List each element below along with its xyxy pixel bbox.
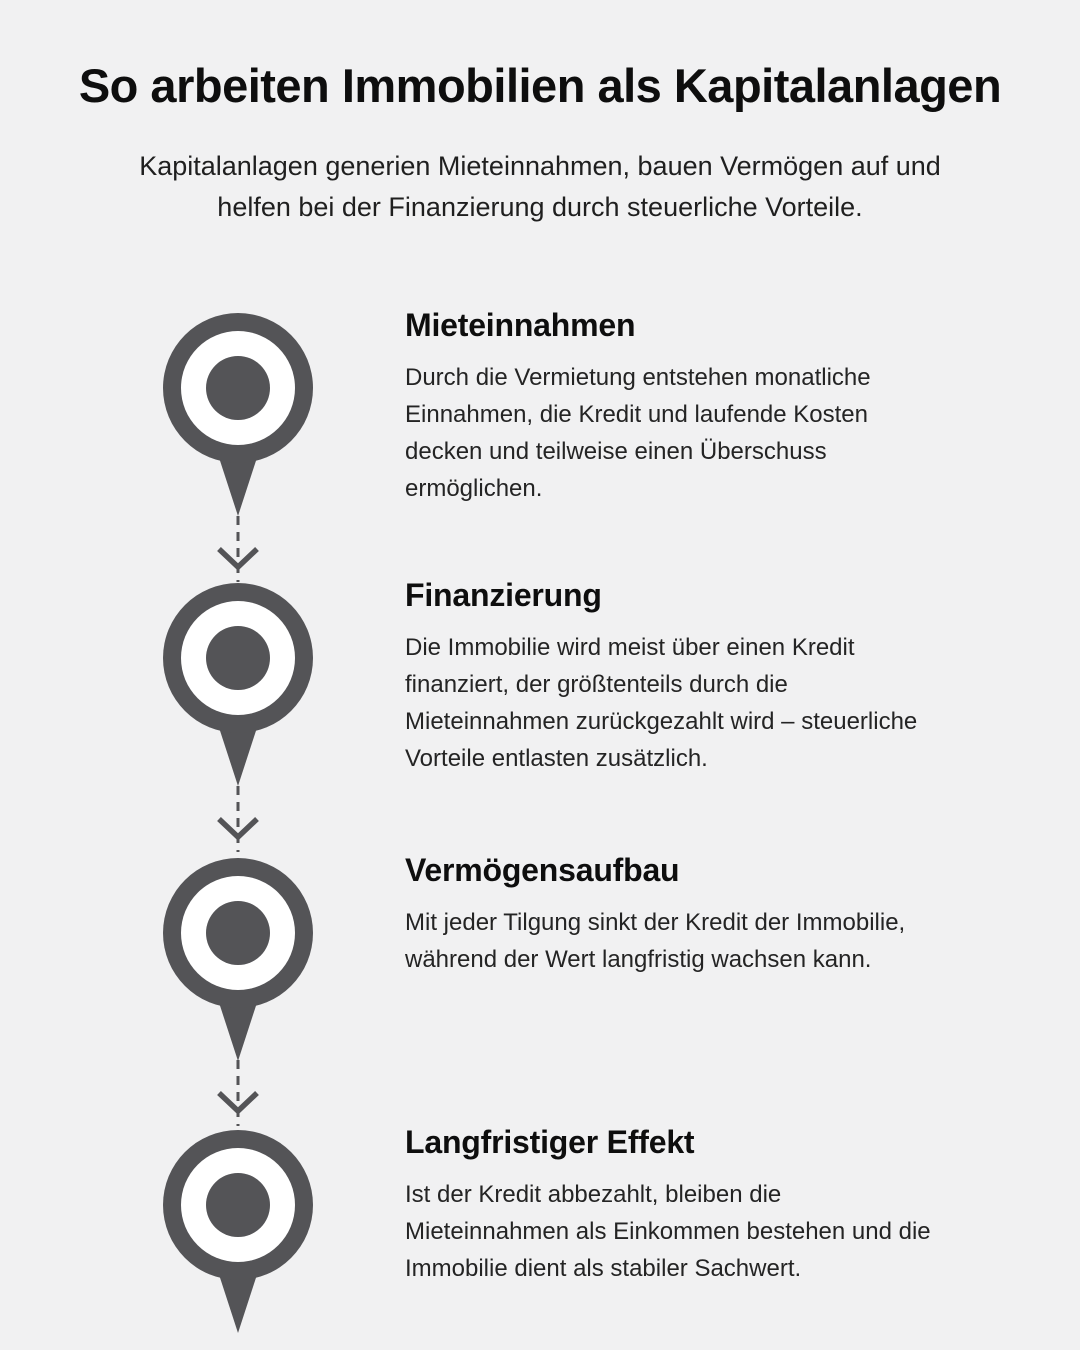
step-title: Langfristiger Effekt [405,1124,695,1160]
step-icon-column [163,583,313,788]
step-langfristiger-effekt [163,1124,950,1335]
step-finanzierung [163,577,950,788]
step-text-column [405,305,950,518]
target-pin-icon [163,313,313,518]
dashed-arrow-down-icon [216,1060,260,1126]
step-mieteinnahmen [163,307,950,518]
step-text-column [405,850,950,1063]
target-pin-icon [163,583,313,788]
page-subtitle: Kapitalanlagen generien Mieteinnahmen, bauen Vermögen auf und helfen bei der Finanzierung durch steuerliche Vorteile. [139,151,941,222]
step-text-column [405,575,950,788]
page-title: So arbeiten Immobilien als Kapitalanlagen [78,59,1002,112]
step-icon-column [163,1130,313,1335]
step-description: Durch die Vermietung entstehen monatliche Einnahmen, die Kredit und laufende Kosten decken und teilweise einen Überschuss ermöglichen. [405,364,871,502]
dashed-arrow-down-icon [216,786,260,852]
step-title: Finanzierung [405,577,602,613]
step-icon-column [163,313,313,518]
step-description: Mit jeder Tilgung sinkt der Kredit der Immobilie, während der Wert langfristig wachsen kann. [405,909,906,973]
target-pin-icon [163,1130,313,1335]
step-text-column [405,1122,950,1335]
target-pin-icon [163,858,313,1063]
step-title: Vermögensaufbau [405,852,680,888]
step-title: Mieteinnahmen [405,307,636,343]
step-vermoegensaufbau [163,852,950,1063]
step-icon-column [163,858,313,1063]
step-description: Ist der Kredit abbezahlt, bleiben die Mieteinnahmen als Einkommen bestehen und die Immobilie dient als stabiler Sachwert. [405,1181,931,1282]
step-description: Die Immobilie wird meist über einen Kredit finanziert, der größtenteils durch die Mieteinnahmen zurückgezahlt wird – steuerliche Vorteile entlasten zusätzlich. [405,634,918,772]
dashed-arrow-down-icon [216,516,260,582]
